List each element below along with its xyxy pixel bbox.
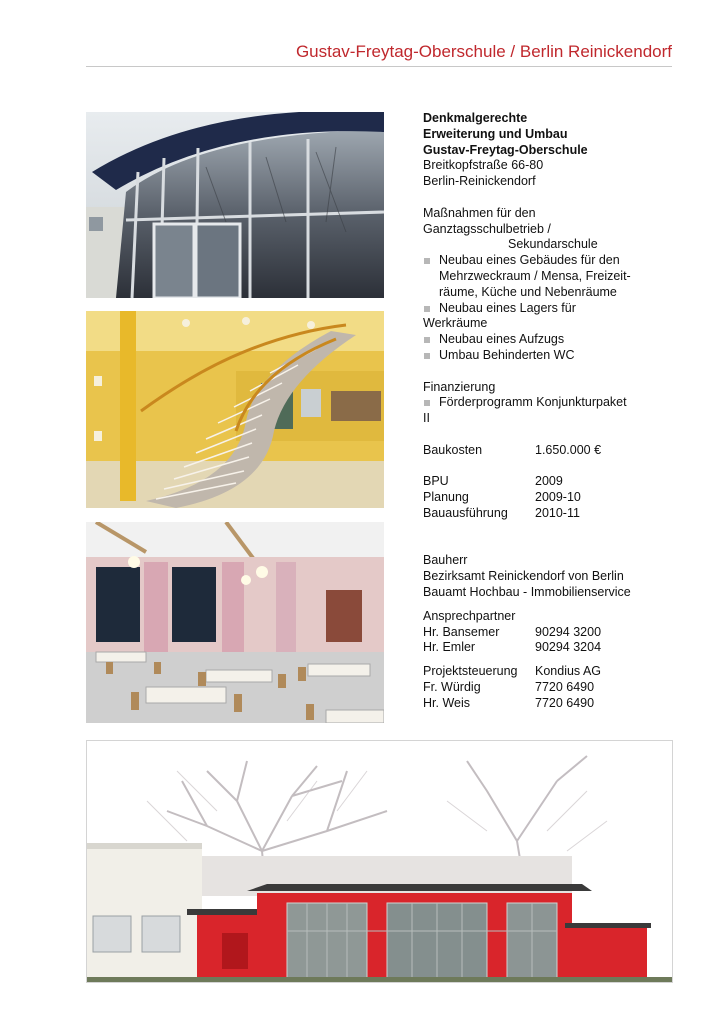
contact-phone: 90294 3204 [535, 640, 602, 655]
schedule-label: BPU [423, 474, 449, 489]
contact-name: Hr. Emler [423, 640, 476, 655]
project-control-row [423, 664, 693, 680]
costs-label: Baukosten [423, 442, 483, 457]
photo-staircase [86, 311, 384, 508]
project-title-line: Erweiterung und Umbau [423, 126, 568, 141]
measures-item-cont: Mehrzweckraum / Mensa, Freizeit- [439, 268, 631, 283]
client-heading: Bauherr [423, 553, 468, 568]
costs-row [423, 443, 693, 459]
contact-name: Hr. Weis [423, 695, 470, 710]
contact-phone: 7720 6490 [535, 679, 595, 694]
contact-row [423, 696, 693, 712]
schedule-row [423, 490, 693, 506]
project-control-label: Projektsteuerung [423, 664, 518, 679]
measures-item-cont: räume, Küche und Nebenräume [439, 284, 617, 299]
contacts-heading: Ansprechpartner [423, 608, 516, 623]
contact-phone: 90294 3200 [535, 624, 602, 639]
page-title: Gustav-Freytag-Oberschule / Berlin Reinickendorf [295, 42, 672, 61]
page-header [86, 40, 672, 67]
measures-item-cont: Werkräume [423, 316, 488, 331]
financing-heading: Finanzierung [423, 379, 496, 394]
contact-row [423, 625, 693, 641]
address-line: Berlin-Reinickendorf [423, 174, 536, 189]
measures-item: Neubau eines Aufzugs [423, 332, 693, 348]
contact-row [423, 680, 693, 696]
schedule-value: 2010-11 [535, 505, 580, 520]
measures-heading: Ganztagsschulbetrieb / [423, 221, 551, 236]
financing-item-cont: II [423, 411, 430, 426]
photo-glass-facade [86, 112, 384, 298]
financing-item: Förderprogramm Konjunkturpaket [423, 395, 693, 411]
contact-phone: 7720 6490 [535, 695, 595, 710]
measures-item: Neubau eines Lagers für [423, 301, 693, 317]
address-line: Breitkopfstraße 66-80 [423, 158, 544, 173]
contact-row [423, 640, 693, 656]
project-control-company: Kondius AG [535, 664, 602, 679]
schedule-label: Bauausführung [423, 505, 508, 520]
client-line: Bauamt Hochbau - Immobilienservice [423, 584, 631, 599]
measures-heading: Maßnahmen für den [423, 205, 536, 220]
architectural-rendering [86, 740, 673, 983]
measures-item: Umbau Behinderten WC [423, 348, 693, 364]
schedule-row [423, 506, 693, 522]
measures-heading-cont: Sekundarschule [508, 237, 598, 252]
schedule-label: Planung [423, 490, 469, 505]
client-line: Bezirksamt Reinickendorf von Berlin [423, 569, 624, 584]
contact-name: Fr. Würdig [423, 679, 481, 694]
measures-item: Neubau eines Gebäudes für den [423, 253, 693, 269]
project-info [423, 111, 693, 711]
schedule-row [423, 474, 693, 490]
project-title-line: Gustav-Freytag-Oberschule [423, 142, 588, 157]
schedule-value: 2009 [535, 474, 563, 489]
photo-canteen [86, 522, 384, 723]
project-title-line: Denkmalgerechte [423, 111, 528, 125]
costs-value: 1.650.000 € [535, 442, 602, 457]
contact-name: Hr. Bansemer [423, 624, 500, 639]
schedule-value: 2009-10 [535, 490, 581, 505]
